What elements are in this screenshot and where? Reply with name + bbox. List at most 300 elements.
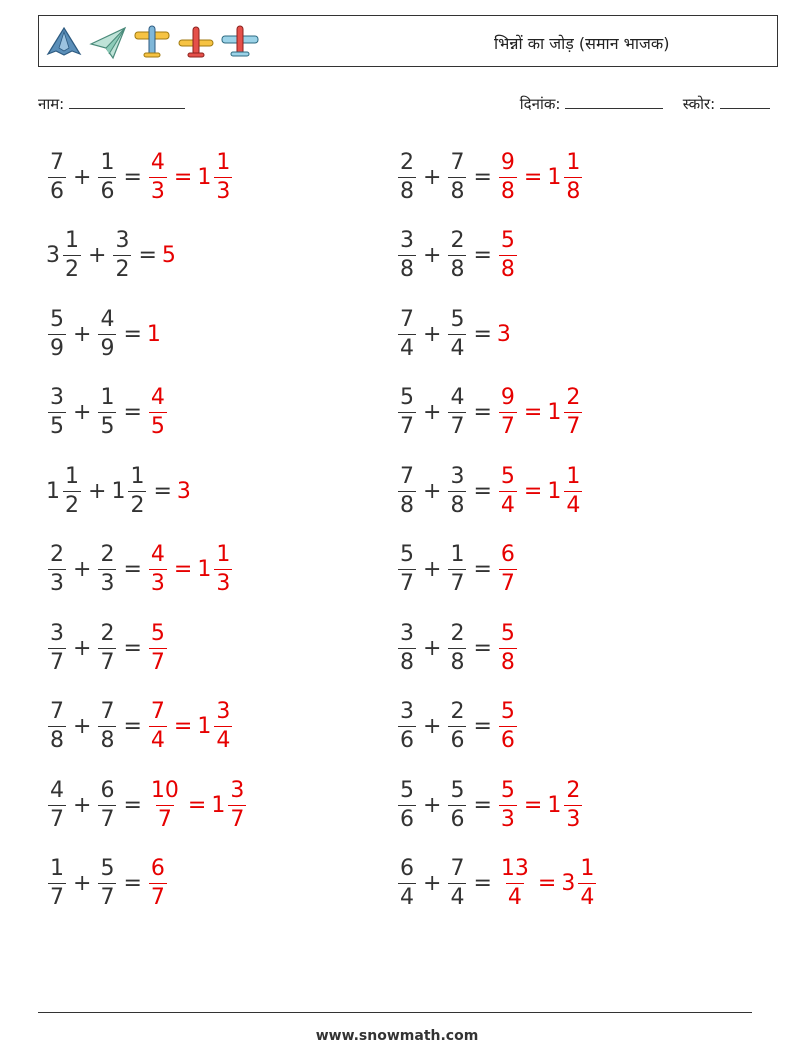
equals-sign: = <box>473 321 492 347</box>
numerator: 5 <box>400 777 414 803</box>
fraction <box>98 701 116 752</box>
fraction <box>149 387 167 438</box>
term <box>96 858 118 909</box>
problem-item <box>396 609 519 687</box>
equals-sign: = <box>473 871 492 896</box>
term <box>446 544 468 595</box>
numerator: 7 <box>50 699 64 724</box>
fraction <box>448 230 466 281</box>
term <box>497 858 533 909</box>
fraction <box>398 306 416 361</box>
name-blank[interactable] <box>69 94 185 109</box>
numerator: 4 <box>150 542 165 567</box>
equals-sign: = <box>153 478 172 504</box>
numerator: 2 <box>450 228 465 253</box>
term <box>396 701 418 752</box>
term <box>96 306 118 361</box>
term <box>96 544 118 595</box>
term <box>561 858 598 909</box>
biplane-red-icon <box>175 22 217 62</box>
term <box>446 149 468 204</box>
denominator: 4 <box>566 492 581 518</box>
fraction <box>228 777 246 832</box>
term <box>396 230 418 281</box>
plus-sign: + <box>73 792 92 818</box>
fraction <box>398 387 416 438</box>
score-label: स्कोर: <box>682 95 716 113</box>
fraction <box>48 858 66 909</box>
numerator: 1 <box>50 856 64 881</box>
term <box>46 230 83 281</box>
term <box>46 544 68 595</box>
fraction <box>128 463 146 518</box>
term <box>46 463 83 518</box>
denominator: 7 <box>150 885 165 910</box>
term <box>96 387 118 438</box>
footer-divider <box>38 1012 752 1013</box>
denominator: 7 <box>50 649 64 675</box>
denominator: 3 <box>150 571 165 596</box>
numerator: 2 <box>400 149 414 175</box>
denominator: 6 <box>50 178 64 204</box>
denominator: 4 <box>216 728 231 753</box>
denominator: 6 <box>450 806 465 832</box>
answer <box>497 387 584 438</box>
whole-number: 1 <box>547 400 562 425</box>
fraction <box>564 777 582 832</box>
term <box>46 387 68 438</box>
whole-number: 1 <box>547 478 562 504</box>
term <box>446 620 468 675</box>
fraction <box>499 230 517 281</box>
numerator: 2 <box>100 542 115 567</box>
numerator: 5 <box>500 463 515 489</box>
fraction <box>98 858 116 909</box>
numerator: 2 <box>450 699 465 724</box>
fraction <box>448 149 466 204</box>
problem-item <box>396 452 584 530</box>
denominator: 8 <box>500 649 515 675</box>
term <box>111 230 133 281</box>
name-field <box>38 94 185 114</box>
fraction <box>448 777 466 832</box>
equals-sign: = <box>123 400 142 425</box>
answer <box>497 701 519 752</box>
header-box <box>38 15 778 67</box>
fraction <box>448 544 466 595</box>
term <box>147 387 169 438</box>
term <box>497 620 519 675</box>
denominator: 7 <box>450 571 465 596</box>
fraction <box>149 858 167 909</box>
footer-url: www.snowmath.com <box>315 1028 479 1044</box>
plus-sign: + <box>423 871 442 896</box>
numerator: 6 <box>150 856 165 881</box>
denominator: 4 <box>400 335 414 361</box>
numerator: 10 <box>150 777 179 803</box>
answer <box>497 322 512 347</box>
denominator: 4 <box>450 885 465 910</box>
denominator: 6 <box>400 806 414 832</box>
fraction <box>398 463 416 518</box>
term <box>446 387 468 438</box>
numerator: 1 <box>566 149 581 175</box>
numerator: 7 <box>150 699 165 724</box>
problem-item <box>396 766 584 844</box>
denominator: 8 <box>450 178 465 204</box>
numerator: 3 <box>400 620 414 646</box>
term <box>446 701 468 752</box>
denominator: 8 <box>400 492 414 518</box>
whole-number: 1 <box>197 164 212 190</box>
problem-item <box>46 766 248 844</box>
score-blank[interactable] <box>720 94 770 109</box>
denominator: 5 <box>50 414 64 439</box>
plus-sign: + <box>73 871 92 896</box>
problem-item <box>396 295 512 373</box>
whole-number: 3 <box>46 243 60 268</box>
numerator: 3 <box>50 620 64 646</box>
denominator: 9 <box>50 335 64 361</box>
stealth-plane-icon <box>43 22 85 62</box>
numerator: 5 <box>450 777 465 803</box>
denominator: 7 <box>100 885 115 910</box>
fraction <box>214 149 232 204</box>
denominator: 3 <box>500 806 515 832</box>
plus-sign: + <box>73 557 92 582</box>
denominator: 3 <box>50 571 64 596</box>
denominator: 6 <box>400 728 414 753</box>
numerator: 4 <box>100 306 115 332</box>
biplane-yellow-icon <box>131 22 173 62</box>
problem-item <box>46 217 177 295</box>
term <box>396 463 418 518</box>
fraction <box>113 230 131 281</box>
paper-plane-icon <box>87 22 129 62</box>
equals-sign: = <box>123 714 142 739</box>
fraction <box>448 620 466 675</box>
plus-sign: + <box>423 635 442 661</box>
fraction <box>98 620 116 675</box>
numerator: 5 <box>450 306 465 332</box>
fraction <box>98 387 116 438</box>
numerator: 2 <box>50 542 64 567</box>
answer <box>177 479 192 504</box>
plus-sign: + <box>73 400 92 425</box>
answer <box>162 243 177 268</box>
fraction <box>48 701 66 752</box>
fraction <box>48 306 66 361</box>
equals-sign: = <box>523 478 543 504</box>
numerator: 1 <box>65 463 79 489</box>
numerator: 5 <box>500 228 515 253</box>
numerator: 5 <box>50 306 64 332</box>
fraction <box>499 387 517 438</box>
problem-item <box>396 688 519 766</box>
equals-sign: = <box>473 400 492 425</box>
term <box>147 149 169 204</box>
numerator: 4 <box>150 385 165 410</box>
plus-sign: + <box>88 478 107 504</box>
numerator: 5 <box>500 699 515 724</box>
term <box>147 777 183 832</box>
problem-item <box>396 845 598 923</box>
equals-sign: = <box>473 714 492 739</box>
equals-sign: = <box>123 164 142 190</box>
term <box>497 230 519 281</box>
denominator: 8 <box>450 492 465 518</box>
problem-item <box>46 531 234 609</box>
whole-number: 5 <box>161 243 176 268</box>
numerator: 3 <box>230 777 245 803</box>
fraction <box>499 858 531 909</box>
fraction <box>448 463 466 518</box>
term <box>446 463 468 518</box>
equals-sign: = <box>123 635 142 661</box>
problem-item <box>396 217 519 295</box>
denominator: 3 <box>216 571 231 596</box>
numerator: 5 <box>500 620 515 646</box>
fraction <box>149 777 181 832</box>
numerator: 3 <box>400 699 414 724</box>
answer <box>147 544 234 595</box>
term <box>147 322 162 347</box>
fraction <box>98 544 116 595</box>
answer <box>147 701 234 752</box>
numerator: 1 <box>450 542 465 567</box>
term <box>211 777 248 832</box>
plus-sign: + <box>423 792 442 818</box>
whole-number: 3 <box>561 871 576 896</box>
numerator: 7 <box>450 856 465 881</box>
term <box>46 149 68 204</box>
denominator: 7 <box>566 414 581 439</box>
term <box>446 306 468 361</box>
term <box>547 149 584 204</box>
plus-sign: + <box>423 321 442 347</box>
whole-number: 1 <box>547 792 562 818</box>
numerator: 4 <box>450 385 465 410</box>
denominator: 8 <box>50 728 64 753</box>
fraction <box>214 544 232 595</box>
term <box>46 701 68 752</box>
plus-sign: + <box>423 400 442 425</box>
numerator: 4 <box>150 149 165 175</box>
denominator: 2 <box>115 257 130 282</box>
fraction <box>63 463 81 518</box>
denominator: 3 <box>566 806 581 832</box>
denominator: 7 <box>230 806 245 832</box>
term <box>111 463 148 518</box>
answer <box>497 230 519 281</box>
denominator: 6 <box>100 178 115 204</box>
answer <box>497 149 584 204</box>
numerator: 7 <box>400 306 414 332</box>
fraction <box>448 858 466 909</box>
denominator: 8 <box>400 178 414 204</box>
plus-sign: + <box>73 164 92 190</box>
fraction <box>98 149 116 204</box>
equals-sign: = <box>173 714 193 739</box>
numerator: 3 <box>115 228 130 253</box>
numerator: 1 <box>100 385 115 410</box>
fraction <box>48 620 66 675</box>
term <box>147 858 169 909</box>
denominator: 7 <box>50 806 64 832</box>
fraction <box>48 777 66 832</box>
plus-sign: + <box>423 478 442 504</box>
denominator: 7 <box>50 885 64 910</box>
equals-sign: = <box>473 792 492 818</box>
term <box>396 306 418 361</box>
term <box>46 620 68 675</box>
equals-sign: = <box>123 871 142 896</box>
term <box>197 701 234 752</box>
denominator: 6 <box>450 728 465 753</box>
numerator: 2 <box>566 777 581 803</box>
numerator: 2 <box>566 385 581 410</box>
denominator: 7 <box>100 806 115 832</box>
fraction <box>448 306 466 361</box>
name-label: नाम: <box>38 95 65 113</box>
term <box>446 777 468 832</box>
plus-sign: + <box>423 164 442 190</box>
term <box>497 777 519 832</box>
plus-sign: + <box>423 243 442 268</box>
problem-item <box>46 374 169 452</box>
denominator: 8 <box>500 257 515 282</box>
numerator: 7 <box>400 463 414 489</box>
problem-item <box>46 845 169 923</box>
equals-sign: = <box>473 635 492 661</box>
numerator: 6 <box>400 856 414 881</box>
plus-sign: + <box>88 243 107 268</box>
term <box>396 777 418 832</box>
denominator: 3 <box>216 178 231 204</box>
fraction <box>398 149 416 204</box>
term <box>547 777 584 832</box>
denominator: 9 <box>100 335 115 361</box>
numerator: 13 <box>500 856 529 881</box>
problem-item <box>46 452 192 530</box>
problem-item <box>396 374 584 452</box>
term <box>147 620 169 675</box>
denominator: 8 <box>400 257 414 282</box>
denominator: 4 <box>450 335 465 361</box>
term <box>396 620 418 675</box>
fraction <box>398 620 416 675</box>
denominator: 8 <box>566 178 581 204</box>
term <box>396 149 418 204</box>
term <box>147 544 169 595</box>
numerator: 5 <box>400 385 414 410</box>
answer <box>497 463 584 518</box>
fraction <box>564 463 582 518</box>
term <box>96 620 118 675</box>
term <box>396 544 418 595</box>
equals-sign: = <box>523 792 543 818</box>
denominator: 2 <box>65 257 79 282</box>
equals-sign: = <box>523 400 543 425</box>
whole-number: 1 <box>146 321 161 347</box>
fraction <box>499 463 517 518</box>
numerator: 5 <box>150 620 165 646</box>
problem-item <box>46 295 162 373</box>
equals-sign: = <box>123 321 142 347</box>
term <box>46 858 68 909</box>
denominator: 7 <box>500 571 515 596</box>
numerator: 4 <box>50 777 64 803</box>
fraction <box>398 701 416 752</box>
fraction <box>448 701 466 752</box>
equals-sign: = <box>523 164 543 190</box>
fraction <box>149 620 167 675</box>
numerator: 5 <box>100 856 115 881</box>
answer <box>497 777 584 832</box>
fraction <box>48 544 66 595</box>
problem-item <box>46 688 234 766</box>
numerator: 6 <box>500 542 515 567</box>
fraction <box>564 149 582 204</box>
whole-number: 1 <box>197 714 212 739</box>
term <box>96 149 118 204</box>
biplane-blue-icon <box>219 22 261 62</box>
answer <box>147 620 169 675</box>
equals-sign: = <box>173 164 193 190</box>
equals-sign: = <box>473 243 492 268</box>
plus-sign: + <box>73 635 92 661</box>
numerator: 1 <box>216 542 231 567</box>
term <box>162 243 177 268</box>
term <box>396 387 418 438</box>
numerator: 1 <box>100 149 115 175</box>
fraction <box>98 306 116 361</box>
fraction <box>564 387 582 438</box>
equals-sign: = <box>173 557 193 582</box>
term <box>396 858 418 909</box>
date-score-field <box>520 94 770 114</box>
denominator: 4 <box>400 885 414 910</box>
denominator: 3 <box>100 571 115 596</box>
problem-item <box>396 138 584 216</box>
denominator: 5 <box>100 414 115 439</box>
term <box>46 306 68 361</box>
fraction <box>578 858 596 909</box>
whole-number: 1 <box>197 557 212 582</box>
term <box>497 387 519 438</box>
plus-sign: + <box>423 714 442 739</box>
fraction <box>398 230 416 281</box>
numerator: 3 <box>400 228 414 253</box>
denominator: 4 <box>507 885 522 910</box>
denominator: 7 <box>500 414 515 439</box>
denominator: 4 <box>150 728 165 753</box>
answer <box>147 322 162 347</box>
numerator: 5 <box>400 542 414 567</box>
date-blank[interactable] <box>565 94 663 109</box>
denominator: 8 <box>100 728 115 753</box>
denominator: 4 <box>500 492 515 518</box>
whole-number: 3 <box>176 478 191 504</box>
numerator: 1 <box>580 856 595 881</box>
fraction <box>499 149 517 204</box>
answer <box>497 858 598 909</box>
denominator: 7 <box>450 414 465 439</box>
denominator: 7 <box>150 649 165 675</box>
term <box>46 777 68 832</box>
term <box>446 230 468 281</box>
term <box>497 701 519 752</box>
